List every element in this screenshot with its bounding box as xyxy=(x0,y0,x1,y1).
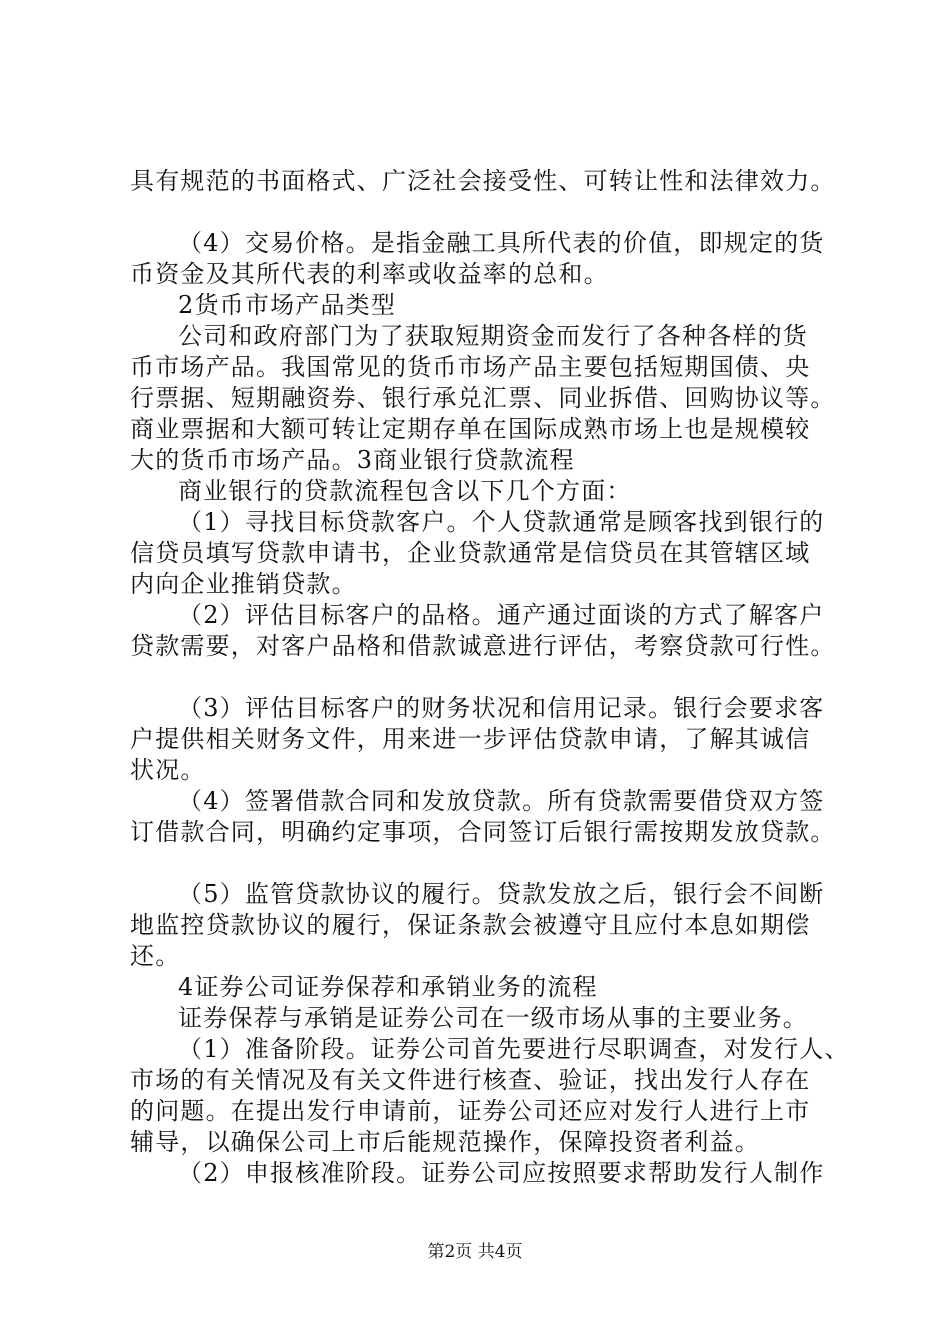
paragraph-line: （4）签署借款合同和发放贷款。所有贷款需要借贷双方签 xyxy=(178,787,825,815)
paragraph-line: 币资金及其所代表的利率或收益率的总和。 xyxy=(130,260,609,288)
paragraph-line: 公司和政府部门为了获取短期资金而发行了各种各样的货 xyxy=(178,322,808,350)
paragraph-line: （1）准备阶段。证券公司首先要进行尽职调查，对发行人、 xyxy=(178,1035,850,1063)
paragraph-line: （4）交易价格。是指金融工具所代表的价值，即规定的货 xyxy=(178,229,825,257)
blank-line xyxy=(130,197,850,228)
paragraph-line: 辅导，以确保公司上市后能规范操作，保障投资者利益。 xyxy=(130,1128,760,1156)
paragraph-line: 信贷员填写贷款申请书，企业贷款通常是信贷员在其管辖区域 xyxy=(130,539,811,567)
paragraph-line: 币市场产品。我国常见的货币市场产品主要包括短期国债、央 xyxy=(130,353,811,381)
paragraph-line: 大的货币市场产品。3商业银行贷款流程 xyxy=(130,446,575,474)
paragraph-line: 贷款需要，对客户品格和借款诚意进行评估，考察贷款可行性。 xyxy=(130,632,836,660)
paragraph-line: （3）评估目标客户的财务状况和信用记录。银行会要求客 xyxy=(178,694,825,722)
paragraph-line: （1）寻找目标贷款客户。个人贷款通常是顾客找到银行的 xyxy=(178,508,825,536)
page-number-footer: 第2页 共4页 xyxy=(427,1242,523,1262)
paragraph-line: 户提供相关财务文件，用来进一步评估贷款申请，了解其诚信 xyxy=(130,725,811,753)
paragraph-line: 地监控贷款协议的履行，保证条款会被遵守且应付本息如期偿 xyxy=(130,911,811,939)
paragraph-line: 订借款合同，明确约定事项，合同签订后银行需按期发放贷款。 xyxy=(130,818,836,846)
paragraph-line: 状况。 xyxy=(130,756,206,784)
paragraph-line: 商业票据和大额可转让定期存单在国际成熟市场上也是规模较 xyxy=(130,415,811,443)
paragraph-line: （5）监管贷款协议的履行。贷款发放之后，银行会不间断 xyxy=(178,880,825,908)
paragraph-line: 证券保荐与承销是证券公司在一级市场从事的主要业务。 xyxy=(178,1004,808,1032)
paragraph-line: 还。 xyxy=(130,942,181,970)
paragraph-line: （2）申报核准阶段。证券公司应按照要求帮助发行人制作 xyxy=(178,1159,825,1187)
paragraph-line: （2）评估目标客户的品格。通产通过面谈的方式了解客户 xyxy=(178,601,825,629)
blank-line xyxy=(130,848,850,879)
paragraph-line: 市场的有关情况及有关文件进行核查、验证，找出发行人存在 xyxy=(130,1066,811,1094)
document-body xyxy=(130,166,850,1189)
paragraph-line: 具有规范的书面格式、广泛社会接受性、可转让性和法律效力。 xyxy=(130,167,836,195)
section-heading: 2货币市场产品类型 xyxy=(178,291,397,319)
paragraph-line: 行票据、短期融资券、银行承兑汇票、同业拆借、回购协议等。 xyxy=(130,384,836,412)
blank-line xyxy=(130,662,850,693)
section-heading: 4证券公司证券保荐和承销业务的流程 xyxy=(178,973,598,1001)
paragraph-line: 商业银行的贷款流程包含以下几个方面： xyxy=(178,477,632,505)
paragraph-line: 的问题。在提出发行申请前，证券公司还应对发行人进行上市 xyxy=(130,1097,811,1125)
paragraph-line: 内向企业推销贷款。 xyxy=(130,570,357,598)
